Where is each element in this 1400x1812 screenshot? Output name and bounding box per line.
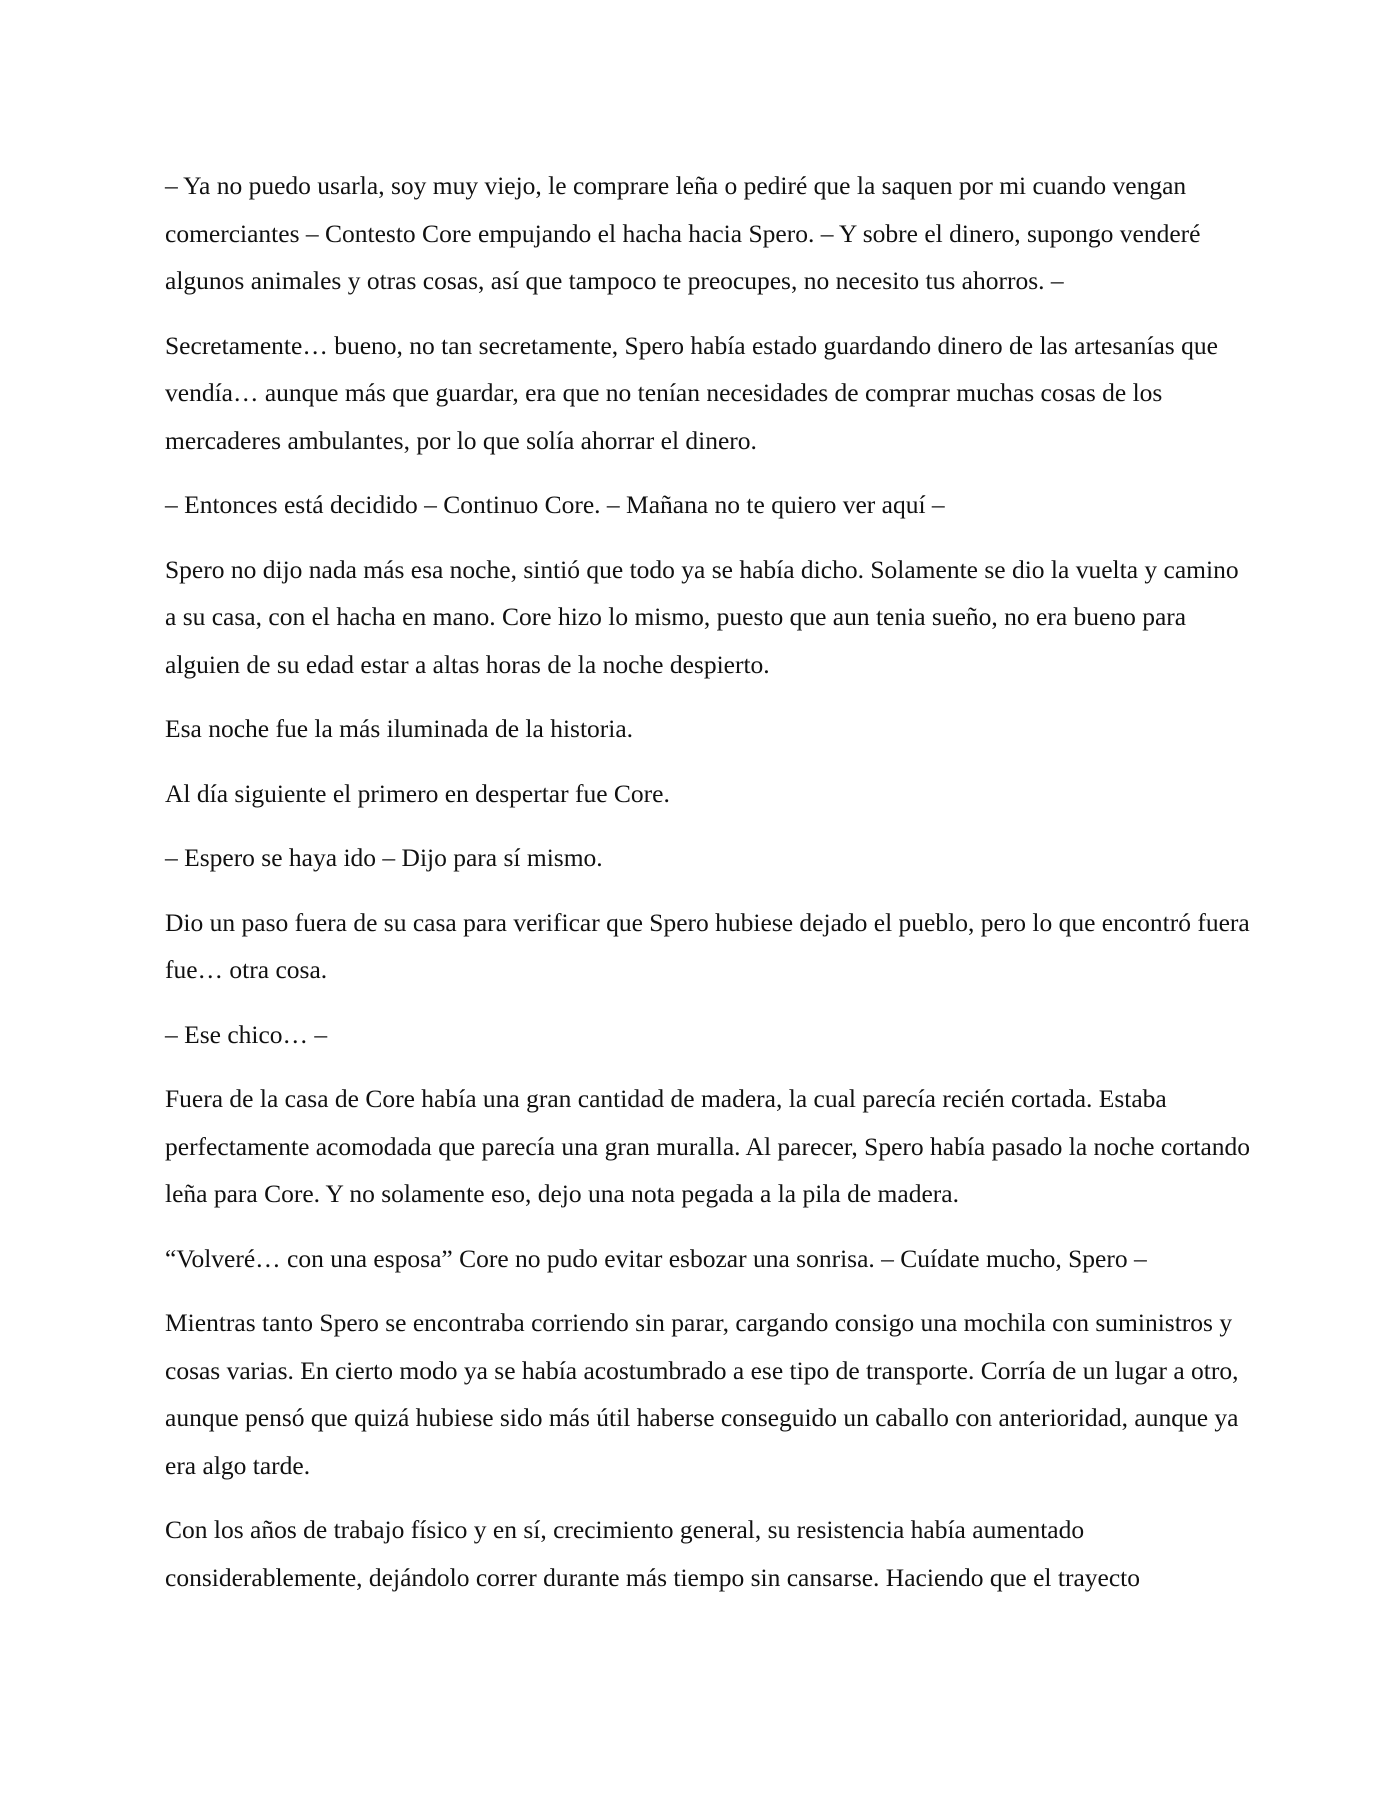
paragraph: – Ese chico… – <box>165 1019 328 1049</box>
paragraph: Con los años de trabajo físico y en sí, crecimiento general, su resistencia había aumentado considerablemente, dejándolo correr durante más tiempo sin cansarse. Haciendo que el trayecto <box>165 1515 1140 1592</box>
paragraph: Fuera de la casa de Core había una gran cantidad de madera, la cual parecía recién cortada. Estaba perfectamente acomodada que parecía una gran muralla. Al parecer, Spero había pasado la noche cortando leña para Core. Y no solamente eso, dejo una nota pegada a la pila de madera. <box>165 1084 1251 1208</box>
paragraph: Mientras tanto Spero se encontraba corriendo sin parar, cargando consigo una mochila con suministros y cosas varias. En cierto modo ya se había acostumbrado a ese tipo de transporte. Corría de un lugar a otro, aunque pensó que quizá hubiese sido más útil haberse conseguido un caballo con anterioridad, aunque ya era algo tarde. <box>165 1308 1239 1480</box>
paragraph: Spero no dijo nada más esa noche, sintió que todo ya se había dicho. Solamente se dio la vuelta y camino a su casa, con el hacha en mano. Core hizo lo mismo, puesto que aun tenia sueño, no era bueno para alguien de su edad estar a altas horas de la noche despierto. <box>165 554 1239 679</box>
paragraph: Esa noche fue la más iluminada de la historia. <box>165 714 634 743</box>
paragraph: – Espero se haya ido – Dijo para sí mismo. <box>165 843 603 872</box>
body-text <box>165 162 1255 1618</box>
paragraph: – Entonces está decidido – Continuo Core. – Mañana no te quiero ver aquí – <box>165 490 945 519</box>
paragraph: Dio un paso fuera de su casa para verificar que Spero hubiese dejado el pueblo, pero lo que encontró fuera fue… otra cosa. <box>165 907 1250 984</box>
paragraph: Al día siguiente el primero en despertar fue Core. <box>165 778 670 808</box>
paragraph: “Volveré… con una esposa” Core no pudo evitar esbozar una sonrisa. – Cuídate mucho, Spero – <box>165 1243 1147 1273</box>
paragraph: – Ya no puedo usarla, soy muy viejo, le comprare leña o pediré que la saquen por mi cuando vengan comerciantes – Contesto Core empujando el hacha hacia Spero. – Y sobre el dinero, supongo venderé algunos animales y otras cosas, así que tampoco te preocupes, no necesito tus ahorros. – <box>165 171 1201 295</box>
paragraph: Secretamente… bueno, no tan secretamente, Spero había estado guardando dinero de las artesanías que vendía… aunque más que guardar, era que no tenían necesidades de comprar muchas cosas de los mercaderes ambulantes, por lo que solía ahorrar el dinero. <box>165 330 1218 455</box>
